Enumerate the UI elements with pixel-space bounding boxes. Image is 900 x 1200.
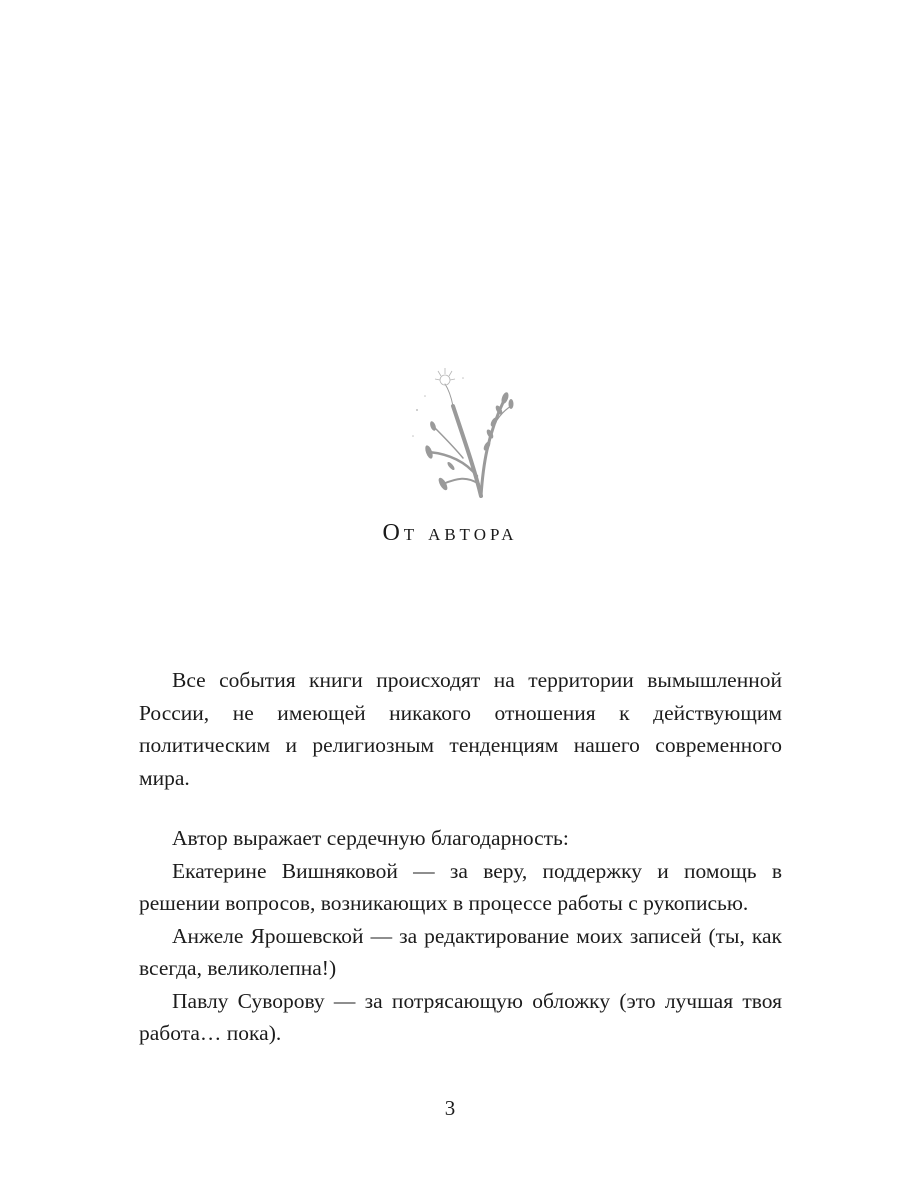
intro-paragraph: Все события книги происходят на территории вымышленной России, не имеющей никакого отношения к действующим политическим и религиозным тенденциям нашего современного мира. [139, 668, 782, 790]
acknowledgements-lead: Автор выражает сердечную благодарность: [172, 826, 569, 850]
page-number: 3 [444, 1096, 456, 1120]
chapter-title: От автора [382, 520, 518, 546]
acknowledgement-paragraph: Анжеле Ярошевской — за редактирование моих записей (ты, как всегда, великолепна!) [139, 923, 782, 980]
intro-section [139, 664, 782, 794]
acknowledgement-paragraph: Екатерине Вишняковой — за веру, поддержку и помощь в решении вопросов, возникающих в процессе работы с рукописью. [139, 858, 782, 915]
acknowledgements-section [139, 822, 782, 1050]
acknowledgement-paragraph: Павлу Суворову — за потрясающую обложку (это лучшая твоя работа… пока). [139, 988, 782, 1045]
flower-sprig-icon [405, 366, 515, 506]
